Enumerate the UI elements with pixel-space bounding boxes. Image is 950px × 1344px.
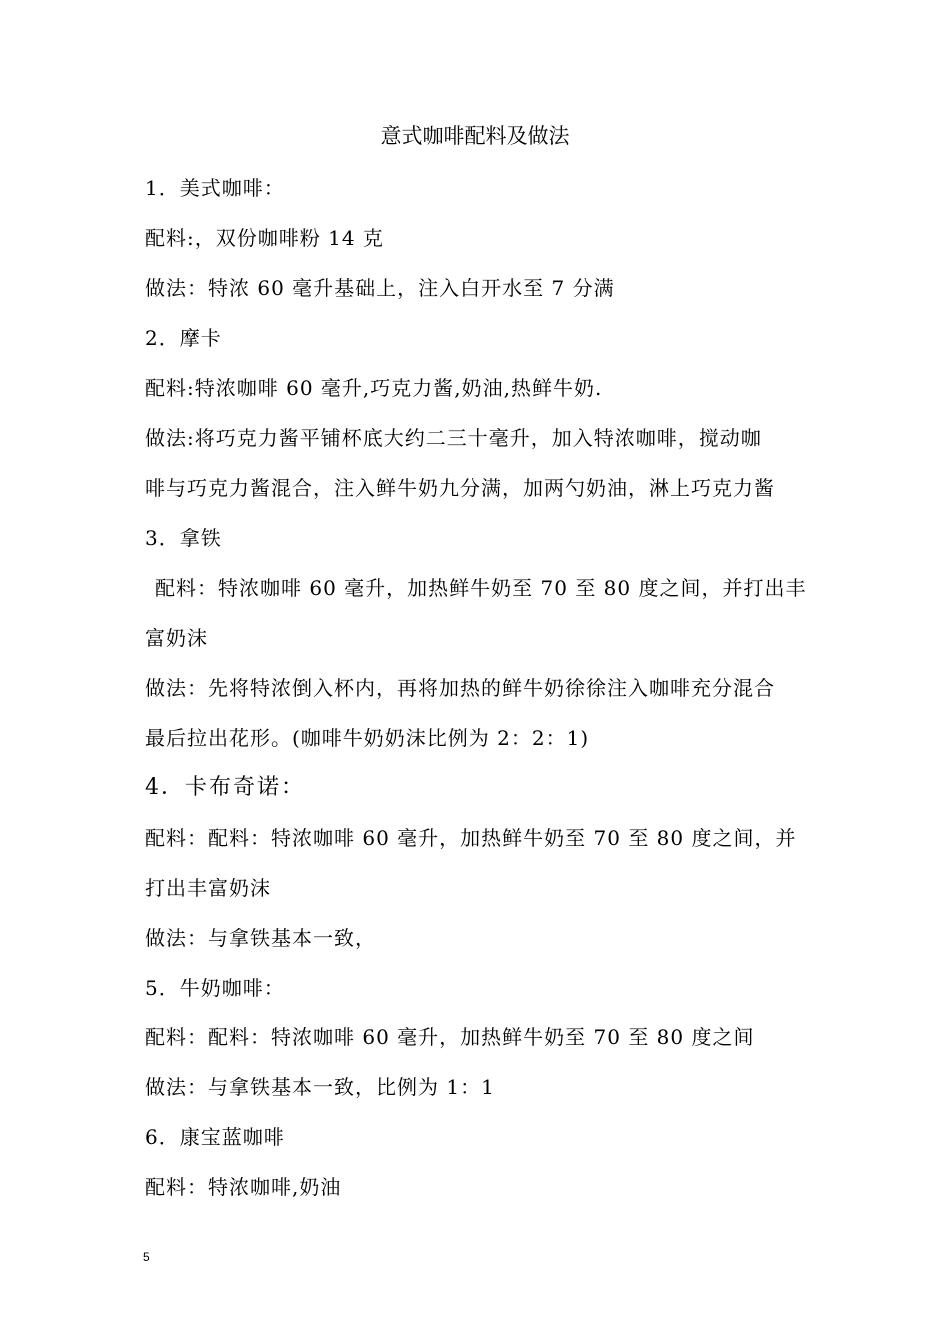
method-latte-line2: 最后拉出花形。(咖啡牛奶奶沫比例为 2：2：1) xyxy=(145,726,590,750)
heading-cappuccino: 4．卡布奇诺： xyxy=(145,775,305,800)
method-latte-line1: 做法：先将特浓倒入杯内，再将加热的鲜牛奶徐徐注入咖啡充分混合 xyxy=(145,676,775,700)
heading-mocha: 2．摩卡 xyxy=(145,326,222,350)
page-title: 意式咖啡配料及做法 xyxy=(380,124,570,148)
method-cappuccino: 做法：与拿铁基本一致， xyxy=(145,926,376,950)
heading-americano: 1．美式咖啡： xyxy=(145,176,285,200)
method-milk-coffee: 做法：与拿铁基本一致，比例为 1：1 xyxy=(145,1075,495,1099)
ingredients-con-panna: 配料：特浓咖啡,奶油 xyxy=(145,1175,342,1199)
ingredients-milk-coffee: 配料：配料：特浓咖啡 60 毫升，加热鲜牛奶至 70 至 80 度之间 xyxy=(145,1025,755,1049)
heading-latte: 3．拿铁 xyxy=(145,526,222,550)
heading-con-panna: 6．康宝蓝咖啡 xyxy=(145,1125,285,1149)
heading-milk-coffee: 5．牛奶咖啡： xyxy=(145,976,285,1000)
ingredients-cappuccino-line1: 配料：配料：特浓咖啡 60 毫升，加热鲜牛奶至 70 至 80 度之间，并 xyxy=(145,826,797,850)
ingredients-latte-line1: 配料：特浓咖啡 60 毫升，加热鲜牛奶至 70 至 80 度之间，并打出丰 xyxy=(155,576,807,600)
ingredients-latte-line2: 富奶沫 xyxy=(145,626,208,650)
page-number: 5 xyxy=(143,1250,150,1264)
method-mocha-line1: 做法:将巧克力酱平铺杯底大约二三十毫升，加入特浓咖啡，搅动咖 xyxy=(145,426,762,450)
ingredients-cappuccino-line2: 打出丰富奶沫 xyxy=(145,876,271,900)
ingredients-americano: 配料:，双份咖啡粉 14 克 xyxy=(145,226,384,250)
method-mocha-line2: 啡与巧克力酱混合，注入鲜牛奶九分满，加两勺奶油，淋上巧克力酱 xyxy=(145,476,775,500)
method-americano: 做法：特浓 60 毫升基础上，注入白开水至 7 分满 xyxy=(145,276,615,300)
ingredients-mocha: 配料:特浓咖啡 60 毫升,巧克力酱,奶油,热鲜牛奶. xyxy=(145,376,603,400)
